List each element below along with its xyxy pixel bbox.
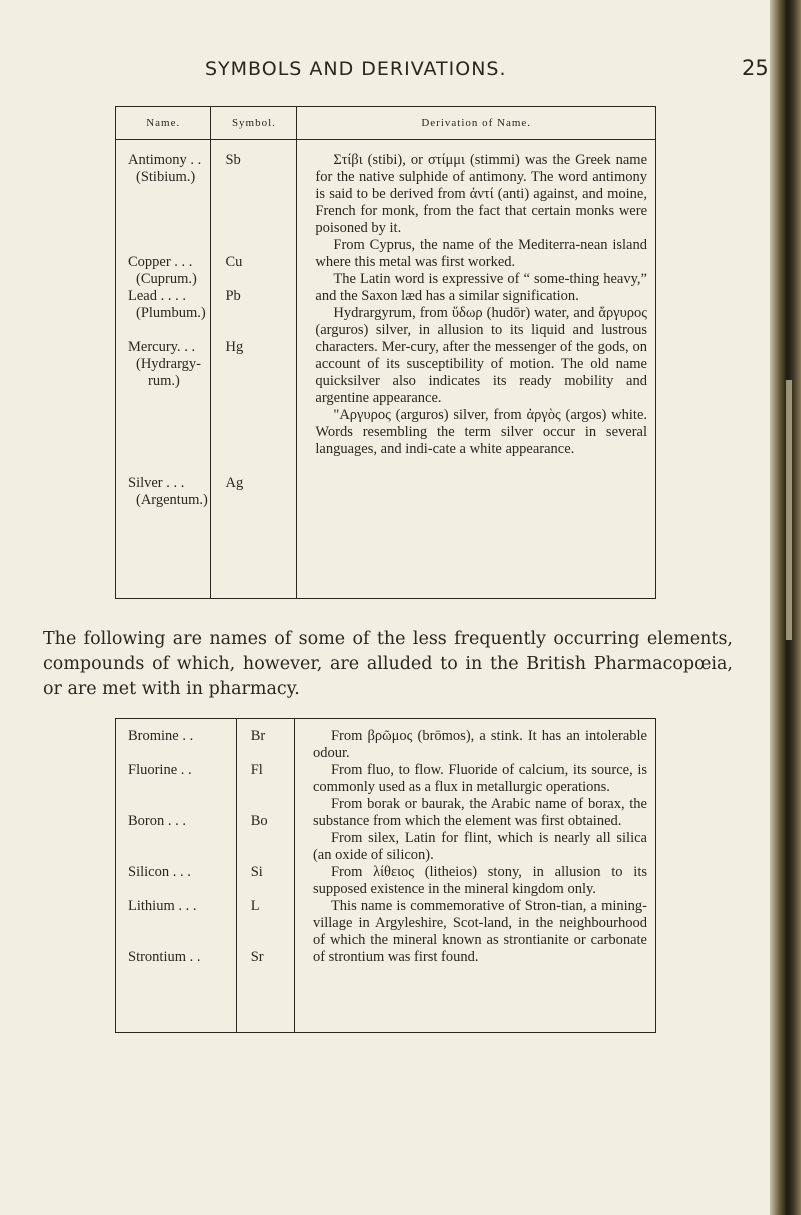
element-name: Mercury. . . bbox=[128, 339, 196, 355]
element-symbol: Si bbox=[250, 864, 263, 880]
element-name: Copper . . . bbox=[128, 254, 193, 270]
entry-copper bbox=[128, 254, 210, 288]
element-name: Silver . . . bbox=[128, 475, 185, 491]
table-row bbox=[116, 719, 656, 1033]
element-name: Lead . . . . bbox=[128, 288, 186, 304]
derivation-text: The Latin word is expressive of “ some-thing heavy,” and the Saxon læd has a similar signification. bbox=[315, 271, 647, 304]
derivation-text: Στίβι (stibi), or στίμμι (stimmi) was the Greek name for the native sulphide of antimony. The word antimony is said to be derived from ἀντί (anti) against, and moine, French for monk, from the fact that certain monks were poisoned by it. bbox=[315, 152, 647, 236]
running-head: SYMBOLS AND DERIVATIONS. bbox=[205, 58, 507, 80]
latin-name: (Hydrargy- bbox=[136, 356, 201, 372]
page-number: 25 bbox=[742, 56, 769, 80]
element-symbol: Sb bbox=[225, 152, 241, 168]
body-paragraph: The following are names of some of the less frequently occurring elements, compounds of which, however, are alluded to in the British Pharmacopœia, or are met with in pharmacy. bbox=[43, 629, 733, 699]
entry-silver bbox=[128, 475, 210, 509]
element-symbol: Pb bbox=[225, 288, 241, 304]
element-symbol: Cu bbox=[225, 254, 243, 270]
element-symbol: Fl bbox=[250, 762, 263, 778]
metals-table bbox=[115, 106, 656, 599]
element-symbol: L bbox=[250, 898, 260, 914]
symbols-column bbox=[211, 140, 297, 599]
element-name: Strontium . . bbox=[128, 949, 201, 965]
entry-mercury bbox=[128, 339, 210, 390]
element-name: Boron . . . bbox=[128, 813, 186, 829]
names-column bbox=[116, 140, 211, 599]
table-row bbox=[116, 140, 656, 599]
element-symbol: Ag bbox=[225, 475, 244, 491]
derivations-column bbox=[297, 140, 656, 599]
latin-name: (Cuprum.) bbox=[136, 271, 197, 287]
element-symbol: Sr bbox=[250, 949, 264, 965]
element-symbol: Br bbox=[250, 728, 266, 744]
element-symbol: Bo bbox=[250, 813, 268, 829]
derivation-text: This name is commemorative of Stron-tian, a mining-village in Argyleshire, Scot-land, in the neighbourhood of which the mineral known as strontianite or carbonate of strontium was first found. bbox=[312, 898, 647, 965]
latin-name-continued: rum.) bbox=[148, 373, 180, 389]
latin-name: (Stibium.) bbox=[136, 169, 196, 185]
names-column bbox=[116, 719, 237, 1033]
entry-lead bbox=[128, 288, 210, 322]
element-name: Antimony . . bbox=[128, 152, 202, 168]
element-name: Fluorine . . bbox=[128, 762, 192, 778]
derivations-column bbox=[294, 719, 655, 1033]
derivation-text: Hydrargyrum, from ὕδωρ (hudōr) water, and ἄργυρος (arguros) silver, in allusion to its liquid and lustrous characters. Mer-cury, after the messenger of the gods, on account of its susceptibility of motion. The old name quicksilver also indicates its ready mobility and argentine appearance. bbox=[315, 305, 647, 406]
element-name: Lithium . . . bbox=[128, 898, 197, 914]
symbols-column bbox=[236, 719, 294, 1033]
book-binding-edge bbox=[770, 0, 801, 1215]
element-symbol: Hg bbox=[225, 339, 244, 355]
derivation-text: From silex, Latin for flint, which is nearly all silica (an oxide of silicon). bbox=[312, 830, 647, 863]
latin-name: (Plumbum.) bbox=[136, 305, 206, 321]
derivation-text: From βρῶμος (brōmos), a stink. It has an intolerable odour. bbox=[312, 728, 647, 761]
entry-antimony bbox=[128, 152, 210, 186]
column-header-derivation: Derivation of Name. bbox=[297, 107, 656, 140]
derivation-text: "Αργυρος (arguros) silver, from ἀργὸς (argos) white. Words resembling the term silver occur in several languages, and indi-cate a white appearance. bbox=[315, 407, 647, 457]
element-name: Silicon . . . bbox=[128, 864, 191, 880]
latin-name: (Argentum.) bbox=[136, 492, 208, 508]
derivation-text: From Cyprus, the name of the Mediterra-nean island where this metal was first worked. bbox=[315, 237, 647, 270]
binding-highlight bbox=[786, 380, 792, 640]
column-header-name: Name. bbox=[116, 107, 211, 140]
elements-table bbox=[115, 718, 656, 1033]
derivation-text: From λίθειος (litheios) stony, in allusion to its supposed existence in the mineral kingdom only. bbox=[312, 864, 647, 897]
derivation-text: From fluo, to flow. Fluoride of calcium, its source, is commonly used as a flux in metallurgic operations. bbox=[312, 762, 647, 795]
element-name: Bromine . . bbox=[128, 728, 194, 744]
column-header-symbol: Symbol. bbox=[211, 107, 297, 140]
derivation-text: From borak or baurak, the Arabic name of borax, the substance from which the element was first obtained. bbox=[312, 796, 647, 829]
